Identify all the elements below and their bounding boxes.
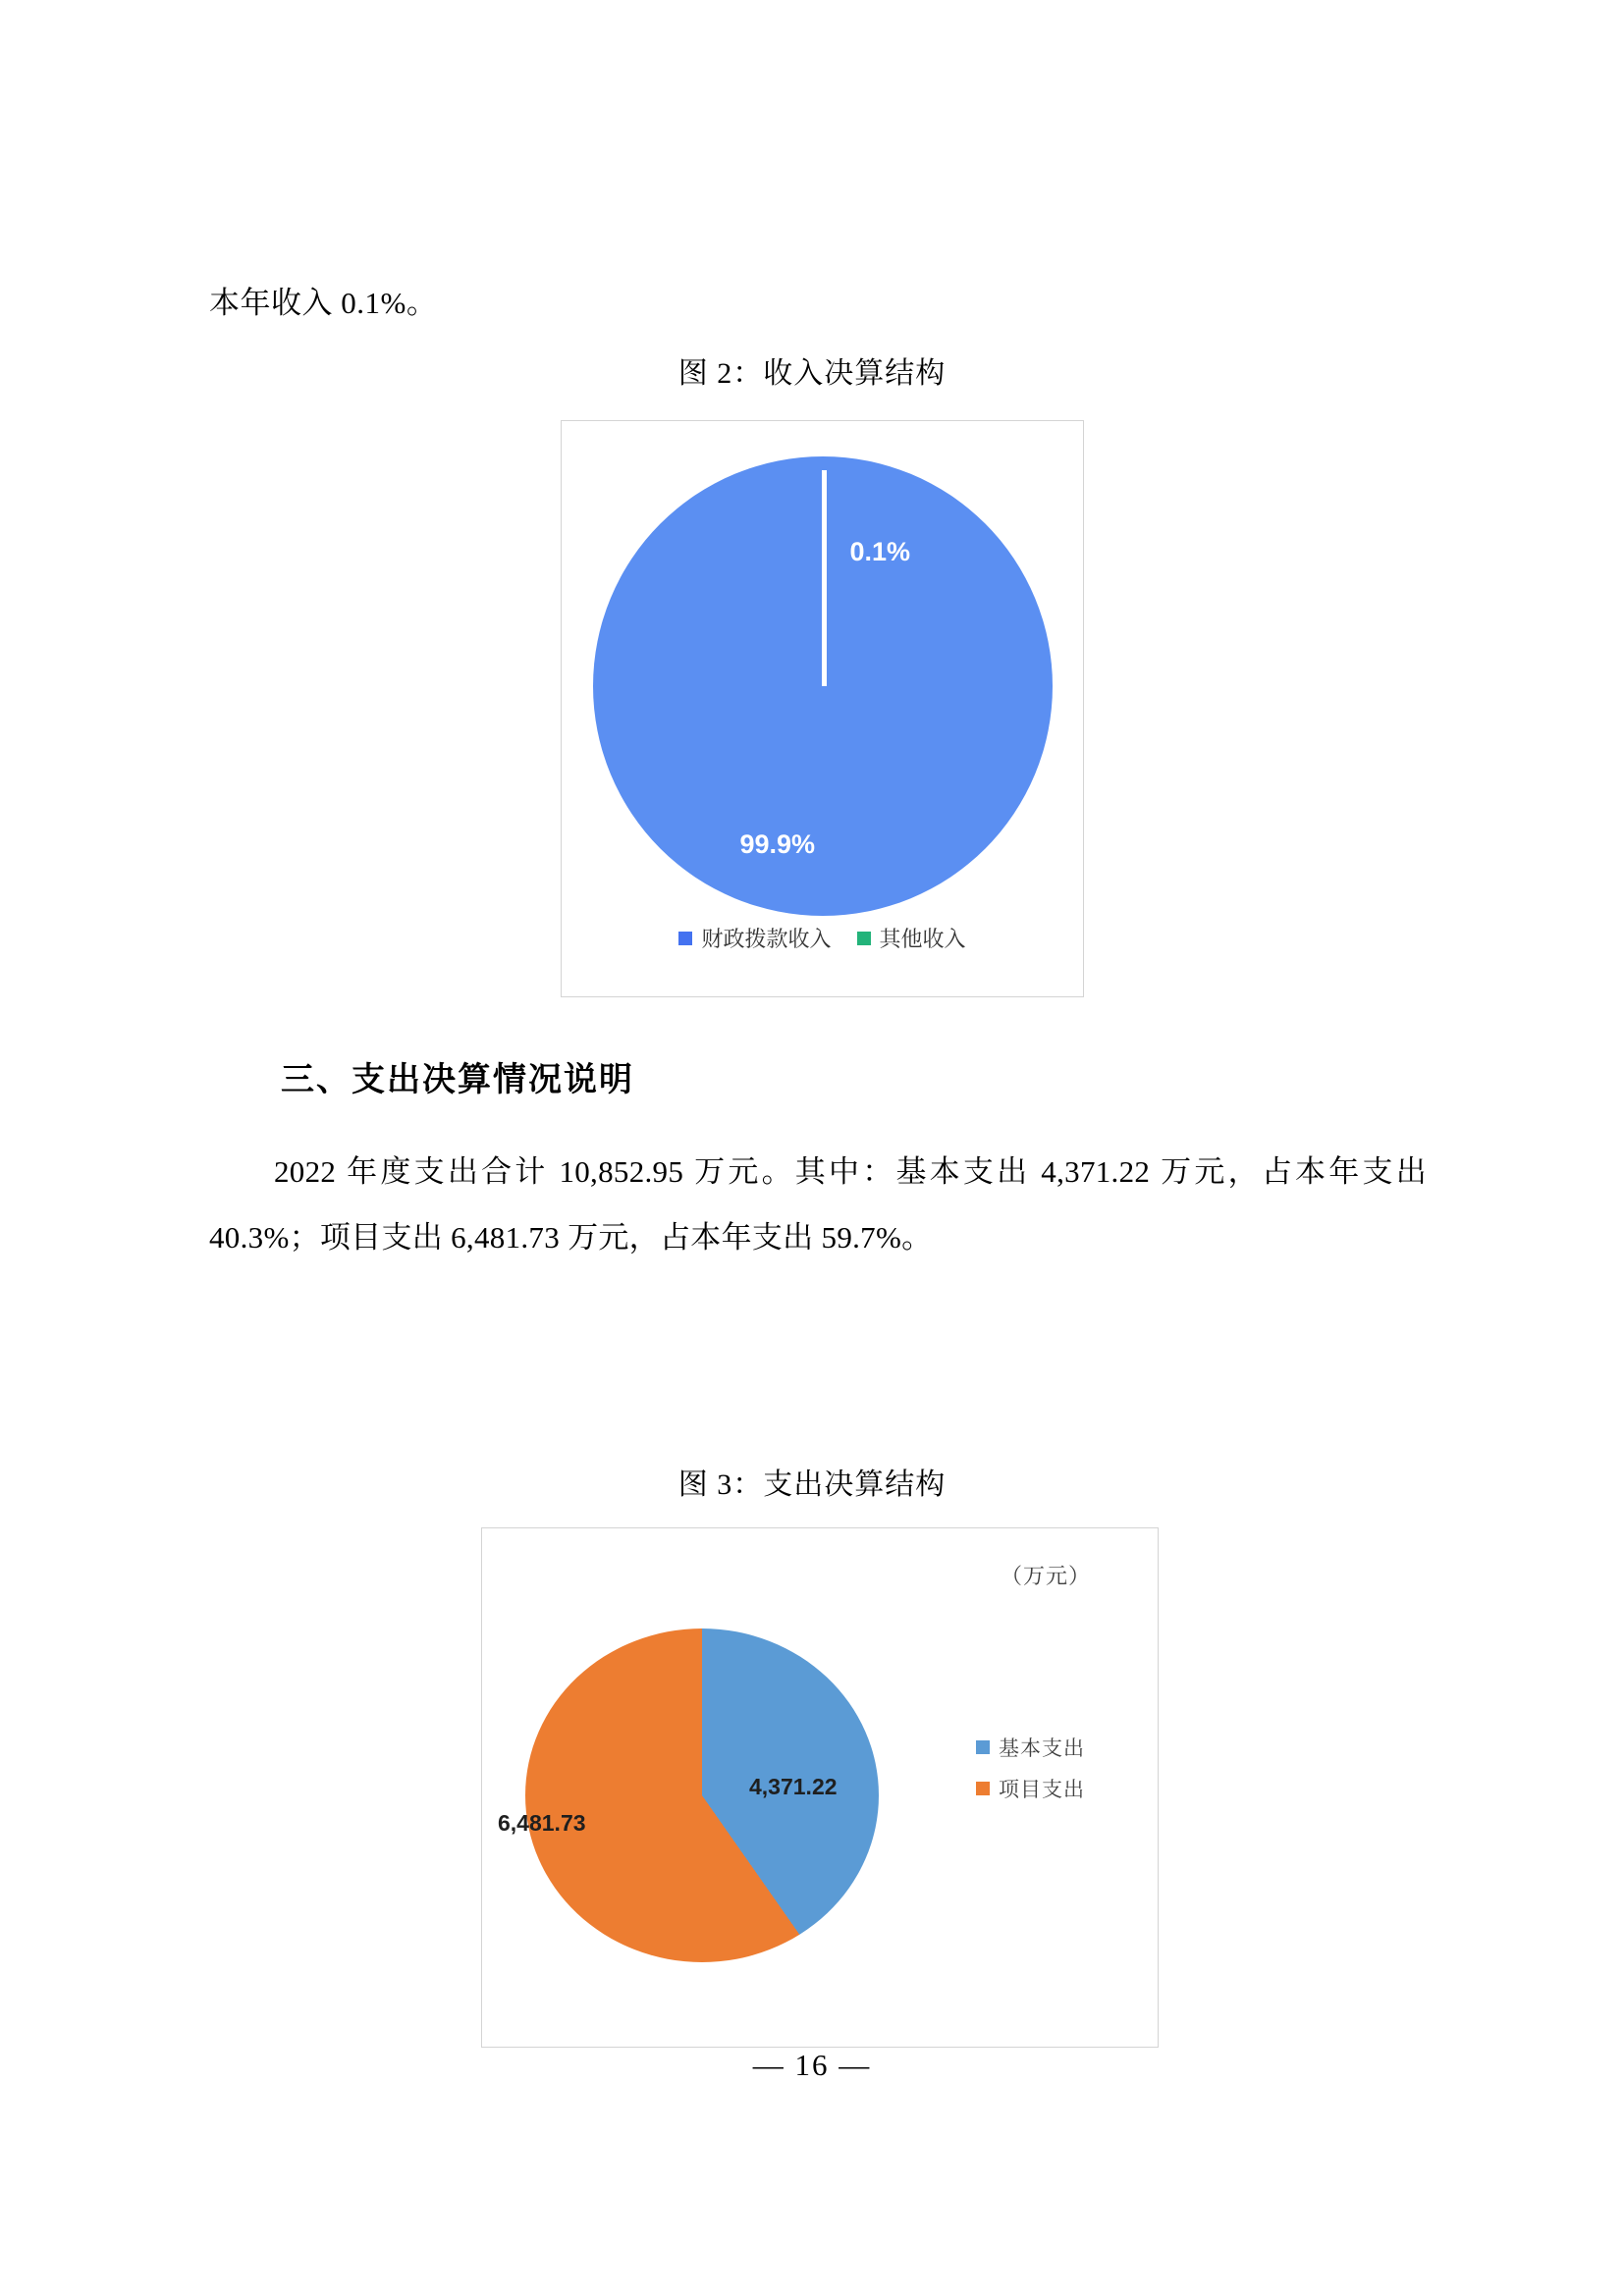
legend-item-fiscal-appropriation: [678, 923, 831, 953]
expenditure-pie-label-project: 6,481.73: [498, 1810, 586, 1836]
income-pie-graphic: [593, 456, 1053, 916]
legend-label-project-expenditure: 项目支出: [999, 1778, 1085, 1801]
legend-swatch-icon: [976, 1782, 990, 1795]
legend-label-basic-expenditure: 基本支出: [999, 1736, 1085, 1760]
legend-swatch-icon: [976, 1740, 990, 1754]
legend-item-other-income: [857, 923, 966, 953]
legend-item-basic-expenditure: [976, 1733, 1085, 1762]
income-pie-legend: [562, 923, 1083, 953]
income-pie-label-main: 99.9%: [739, 829, 816, 859]
page-number: — 16 —: [752, 2048, 872, 2082]
expenditure-body-paragraph: 2022 年度支出合计 10,852.95 万元。其中：基本支出 4,371.22 万元，占本年支出 40.3%；项目支出 6,481.73 万元，占本年支出 59.7%。: [209, 1154, 1427, 1255]
income-pie-chart: [561, 420, 1084, 997]
legend-swatch-icon: [857, 932, 871, 945]
expenditure-pie-label-basic: 4,371.22: [749, 1774, 838, 1799]
legend-label-fiscal-appropriation: 财政拨款收入: [701, 927, 832, 951]
income-pie-label-other: 0.1%: [849, 537, 911, 566]
expenditure-chart-unit-label: （万元）: [1000, 1564, 1091, 1588]
section-heading-expenditure: 三、支出决算情况说明: [281, 1061, 634, 1098]
lead-paragraph: 本年收入 0.1%。: [209, 286, 438, 320]
expenditure-pie-legend: [976, 1733, 1085, 1803]
expenditure-pie-chart: [481, 1527, 1159, 2048]
legend-item-project-expenditure: [976, 1774, 1085, 1803]
figure-3-caption: 图 3：支出决算结构: [677, 1468, 947, 1501]
legend-swatch-icon: [678, 932, 692, 945]
legend-label-other-income: 其他收入: [879, 927, 966, 951]
income-pie-slice-other: [822, 470, 827, 686]
figure-2-caption: 图 2：收入决算结构: [677, 357, 947, 390]
